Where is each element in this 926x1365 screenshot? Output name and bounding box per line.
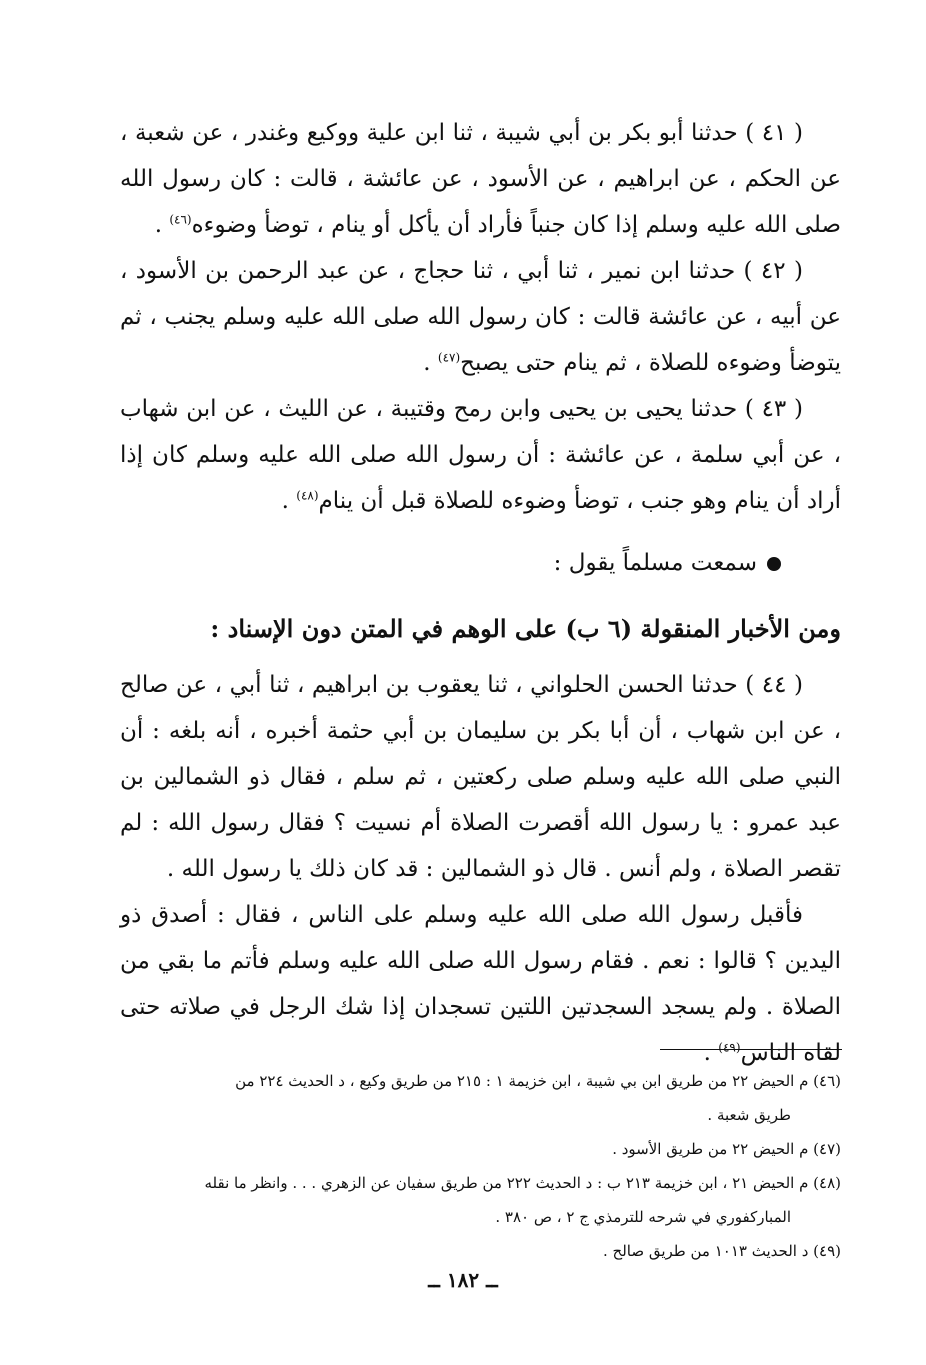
hadith-block-41-43 [120,110,841,524]
footnote-47: (٤٧) م الحيض ٢٢ من طريق الأسود . [612,1140,841,1158]
hadith-text: ( ٤٢ ) حدثنا ابن نمير ، ثنا أبي ، ثنا حجاج ، عن عبد الرحمن بن الأسود ، عن أبيه ، عن عائشة قالت : كان رسول الله صلى الله عليه وسلم يجنب ، ثم يتوضأ وضوءه للصلاة ، ثم ينام حتى يصبح [120,258,841,376]
footnote-ref: (٤٩) [718,1040,741,1055]
footnote-46-continued: طريق شعبة . [707,1106,791,1124]
section-heading: ومن الأخبار المنقولة (٦ ب) على الوهم في المتن دون الإسناد : [210,614,841,643]
bullet-text: سمعت مسلماً يقول : [553,550,757,576]
bullet-line [120,540,841,586]
period: . [154,212,170,238]
hadith-text: ( ٤١ ) حدثنا أبو بكر بن أبي شيبة ، ثنا ابن علية ووكيع وغندر ، عن شعبة ، عن الحكم ، عن ابراهيم ، عن الأسود ، عن عائشة ، قالت : كان رسول الله صلى الله عليه وسلم إذا كان جنباً فأراد أن يأكل أو ينام ، توضأ وضوءه [120,120,841,238]
page-number: ــ ١٨٢ ــ [428,1268,498,1292]
footnote-48: (٤٨) م الحيض ٢١ ، ابن خزيمة ٢١٣ ب : د الحديث ٢٢٢ من طريق سفيان عن الزهري . . . وانظر ما نقله [204,1174,841,1192]
hadith-paragraph-43 [120,386,841,524]
period: . [703,1040,719,1066]
footnote-46: (٤٦) م الحيض ٢٢ من طريق ابن بي شيبة ، ابن خزيمة ١ : ٢١٥ من طريق وكيع ، د الحديث ٢٢٤ من [235,1072,841,1090]
hadith-text: فأقبل رسول الله صلى الله عليه وسلم على الناس ، فقال : أصدق ذو اليدين ؟ قالوا : نعم . فقام رسول الله صلى الله عليه وسلم فأتم ما بقي من الصلاة . ولم يسجد السجدتين اللتين تسجدان إذا شك الرجل في صلاته حتى لقاه الناس [120,902,841,1066]
hadith-block-44 [120,662,841,1076]
footnote-ref: (٤٨) [296,488,319,503]
bullet-block [120,540,841,586]
footnote-separator [660,1049,842,1050]
period: . [423,350,438,376]
hadith-text: ( ٤٣ ) حدثنا يحيى بن يحيى وابن رمح وقتيبة ، عن الليث ، عن ابن شهاب ، عن أبي سلمة ، عن عائشة : أن رسول الله صلى الله عليه وسلم كان إذا أراد أن ينام وهو جنب ، توضأ وضوءه للصلاة قبل أن ينام [120,396,841,514]
hadith-paragraph-42 [120,248,841,386]
bullet-dot-icon [767,557,781,571]
footnote-ref: (٤٧) [437,350,461,365]
period: . [281,488,297,514]
footnotes [118,1064,841,1268]
hadith-paragraph-41 [120,110,841,248]
footnote-49: (٤٩) د الحديث ١٠١٣ من طريق صالح . [602,1242,841,1260]
footnote-ref: (٤٦) [169,212,192,227]
section-heading-block [120,606,841,652]
hadith-paragraph-44: ( ٤٤ ) حدثنا الحسن الحلواني ، ثنا يعقوب بن ابراهيم ، ثنا أبي ، عن صالح ، عن ابن شهاب ، أن أبا بكر بن سليمان بن أبي حثمة أخبره ، أنه بلغه : أن النبي صلى الله عليه وسلم صلى ركعتين ، ثم سلم ، فقال ذو الشمالين بن عبد عمرو : يا رسول الله أقصرت الصلاة أم نسيت ؟ فقال رسول الله : لم تقصر الصلاة ، ولم أنس . قال ذو الشمالين : قد كان ذلك يا رسول الله . [120,672,841,882]
footnote-48-continued: المباركفوري في شرحه للترمذي ج ٢ ، ص ٣٨٠ . [495,1208,791,1226]
